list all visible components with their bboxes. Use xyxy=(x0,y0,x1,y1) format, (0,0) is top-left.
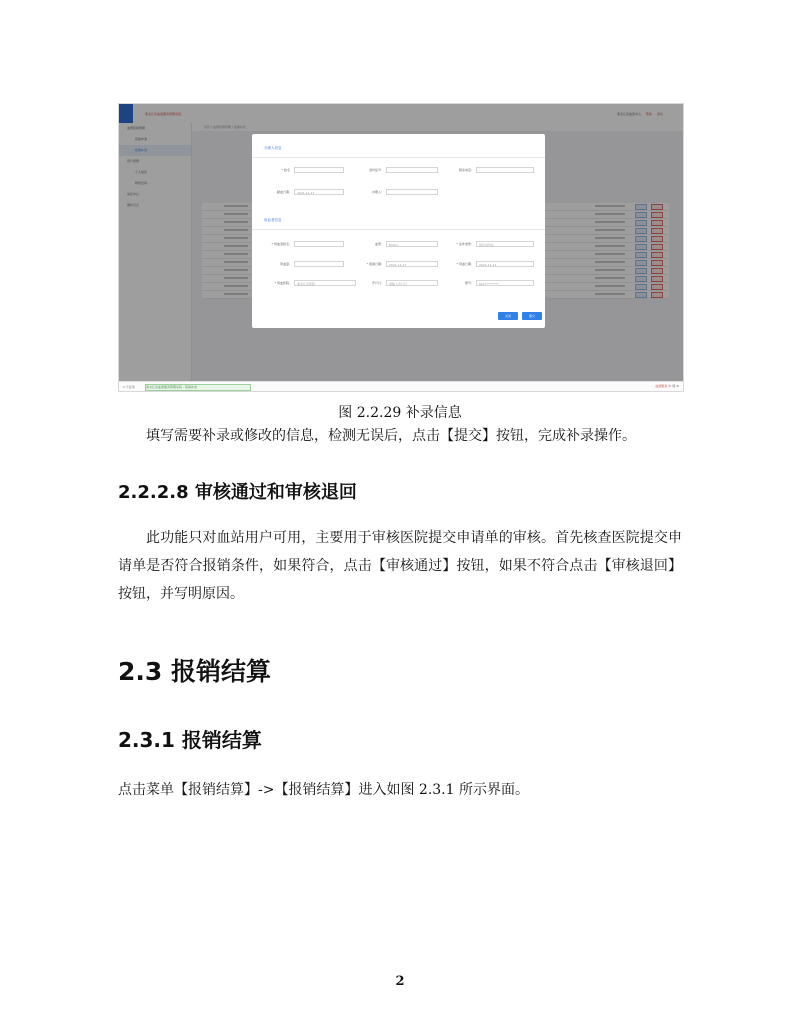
patient-name-field[interactable] xyxy=(294,241,344,247)
amount-label: 用血量: xyxy=(279,262,290,266)
section-231-body: 点击菜单【报销结算】->【报销结算】进入如图 2.3.1 所示界面。 xyxy=(118,782,529,798)
figure-caption: 图 2.2.29 补录信息 xyxy=(338,405,462,421)
bank-label: 开户行: xyxy=(371,281,382,285)
submit-button[interactable]: 提交 xyxy=(522,312,542,320)
start-date-field[interactable]: 2021-11-17 xyxy=(386,261,438,267)
section-divider xyxy=(252,157,545,158)
tray-icons: 中 简 ⚙ xyxy=(668,384,679,388)
section-divider xyxy=(252,229,545,230)
taskbar-tab[interactable]: 黑龙江省血液服务管理系统 - 报销补录 xyxy=(145,384,251,391)
account-field[interactable]: 6217******** xyxy=(476,280,534,286)
logout-link[interactable]: 退出 xyxy=(656,112,663,116)
account-label: 账号: xyxy=(464,281,472,285)
bank-field[interactable]: 请输入开户行 xyxy=(386,280,438,286)
tray-area xyxy=(655,384,679,388)
caption-followup-paragraph: 填写需要补录或修改的信息，检测无误后，点击【提交】按钮，完成补录操作。 xyxy=(146,428,636,444)
current-user: 黑龙江省血液中心 xyxy=(617,112,642,116)
reporter-label: 办理人: xyxy=(371,190,382,194)
section-heading-2228: 2.2.2.8 审核通过和审核退回 xyxy=(118,482,357,503)
app-title: 黑龙江省血液服务管理系统 xyxy=(145,112,182,116)
tray-label: 血液服务 xyxy=(655,384,668,388)
sidebar-item[interactable]: 用户管理 xyxy=(127,159,140,163)
blood-label: 血型: xyxy=(374,242,382,246)
status-text: 1 个任务 xyxy=(123,385,135,389)
sidebar-item[interactable]: 报销申请 xyxy=(135,137,148,141)
unit-label: * 用血医院: xyxy=(274,281,290,285)
sidebar-item[interactable]: 修改密码 xyxy=(135,181,148,185)
browser-statusbar xyxy=(119,381,683,391)
id-field[interactable] xyxy=(386,167,438,173)
date-field[interactable]: 2021-11-17 xyxy=(294,189,344,195)
page-number: 2 xyxy=(395,974,405,989)
name-label: * 姓名 xyxy=(281,168,290,172)
type-label: * 证件类型: xyxy=(456,242,472,246)
amount-field[interactable] xyxy=(294,261,344,267)
section-heading-23: 2.3 报销结算 xyxy=(118,657,271,686)
figure-screenshot xyxy=(118,103,684,392)
id-label: 身份证号: xyxy=(368,168,382,172)
end-label: * 用血日期: xyxy=(456,262,472,266)
blood-field[interactable]: Rh(D) xyxy=(386,241,438,247)
sidebar-item[interactable]: 个人信息 xyxy=(135,170,148,174)
section-heading-231: 2.3.1 报销结算 xyxy=(118,728,262,752)
breadcrumb: 首页 / 血费报销管理 / 报销补录 xyxy=(192,123,683,131)
unit-field[interactable]: 黑龙江省医院 xyxy=(294,280,356,286)
close-button[interactable]: 关闭 xyxy=(498,312,518,320)
sidebar-item[interactable]: 报销补录 xyxy=(119,145,191,156)
start-label: * 报销日期: xyxy=(366,262,382,266)
phone-label: 联系电话: xyxy=(458,168,472,172)
supplement-modal xyxy=(252,134,545,328)
reporter-field[interactable] xyxy=(386,189,438,195)
help-link[interactable]: 帮助 xyxy=(646,112,653,116)
name-field[interactable] xyxy=(294,167,344,173)
modal-section-applicant: 办理人信息 xyxy=(264,146,282,150)
type-select[interactable]: 居民身份证 xyxy=(476,241,534,247)
sidebar-item[interactable]: 血费报销管理 xyxy=(127,126,146,130)
section-2228-body: 此功能只对血站用户可用，主要用于审核医院提交申请单的审核。首先核查医院提交申请单是否符合报销条件，如果符合，点击【审核通过】按钮，如果不符合点击【审核退回】按钮，并写明原因。 xyxy=(118,530,682,602)
modal-section-patient: 用血者信息 xyxy=(264,218,282,222)
date-label: 献血日期: xyxy=(276,190,290,194)
sidebar-item[interactable]: 操作日志 xyxy=(127,203,140,207)
end-date-field[interactable]: 2021-11-17 xyxy=(476,261,534,267)
patient-name-label: * 用血者姓名: xyxy=(271,242,290,246)
phone-field[interactable] xyxy=(476,167,534,173)
sidebar-item[interactable]: 消息中心 xyxy=(127,192,140,196)
modal-overlay xyxy=(119,104,683,382)
